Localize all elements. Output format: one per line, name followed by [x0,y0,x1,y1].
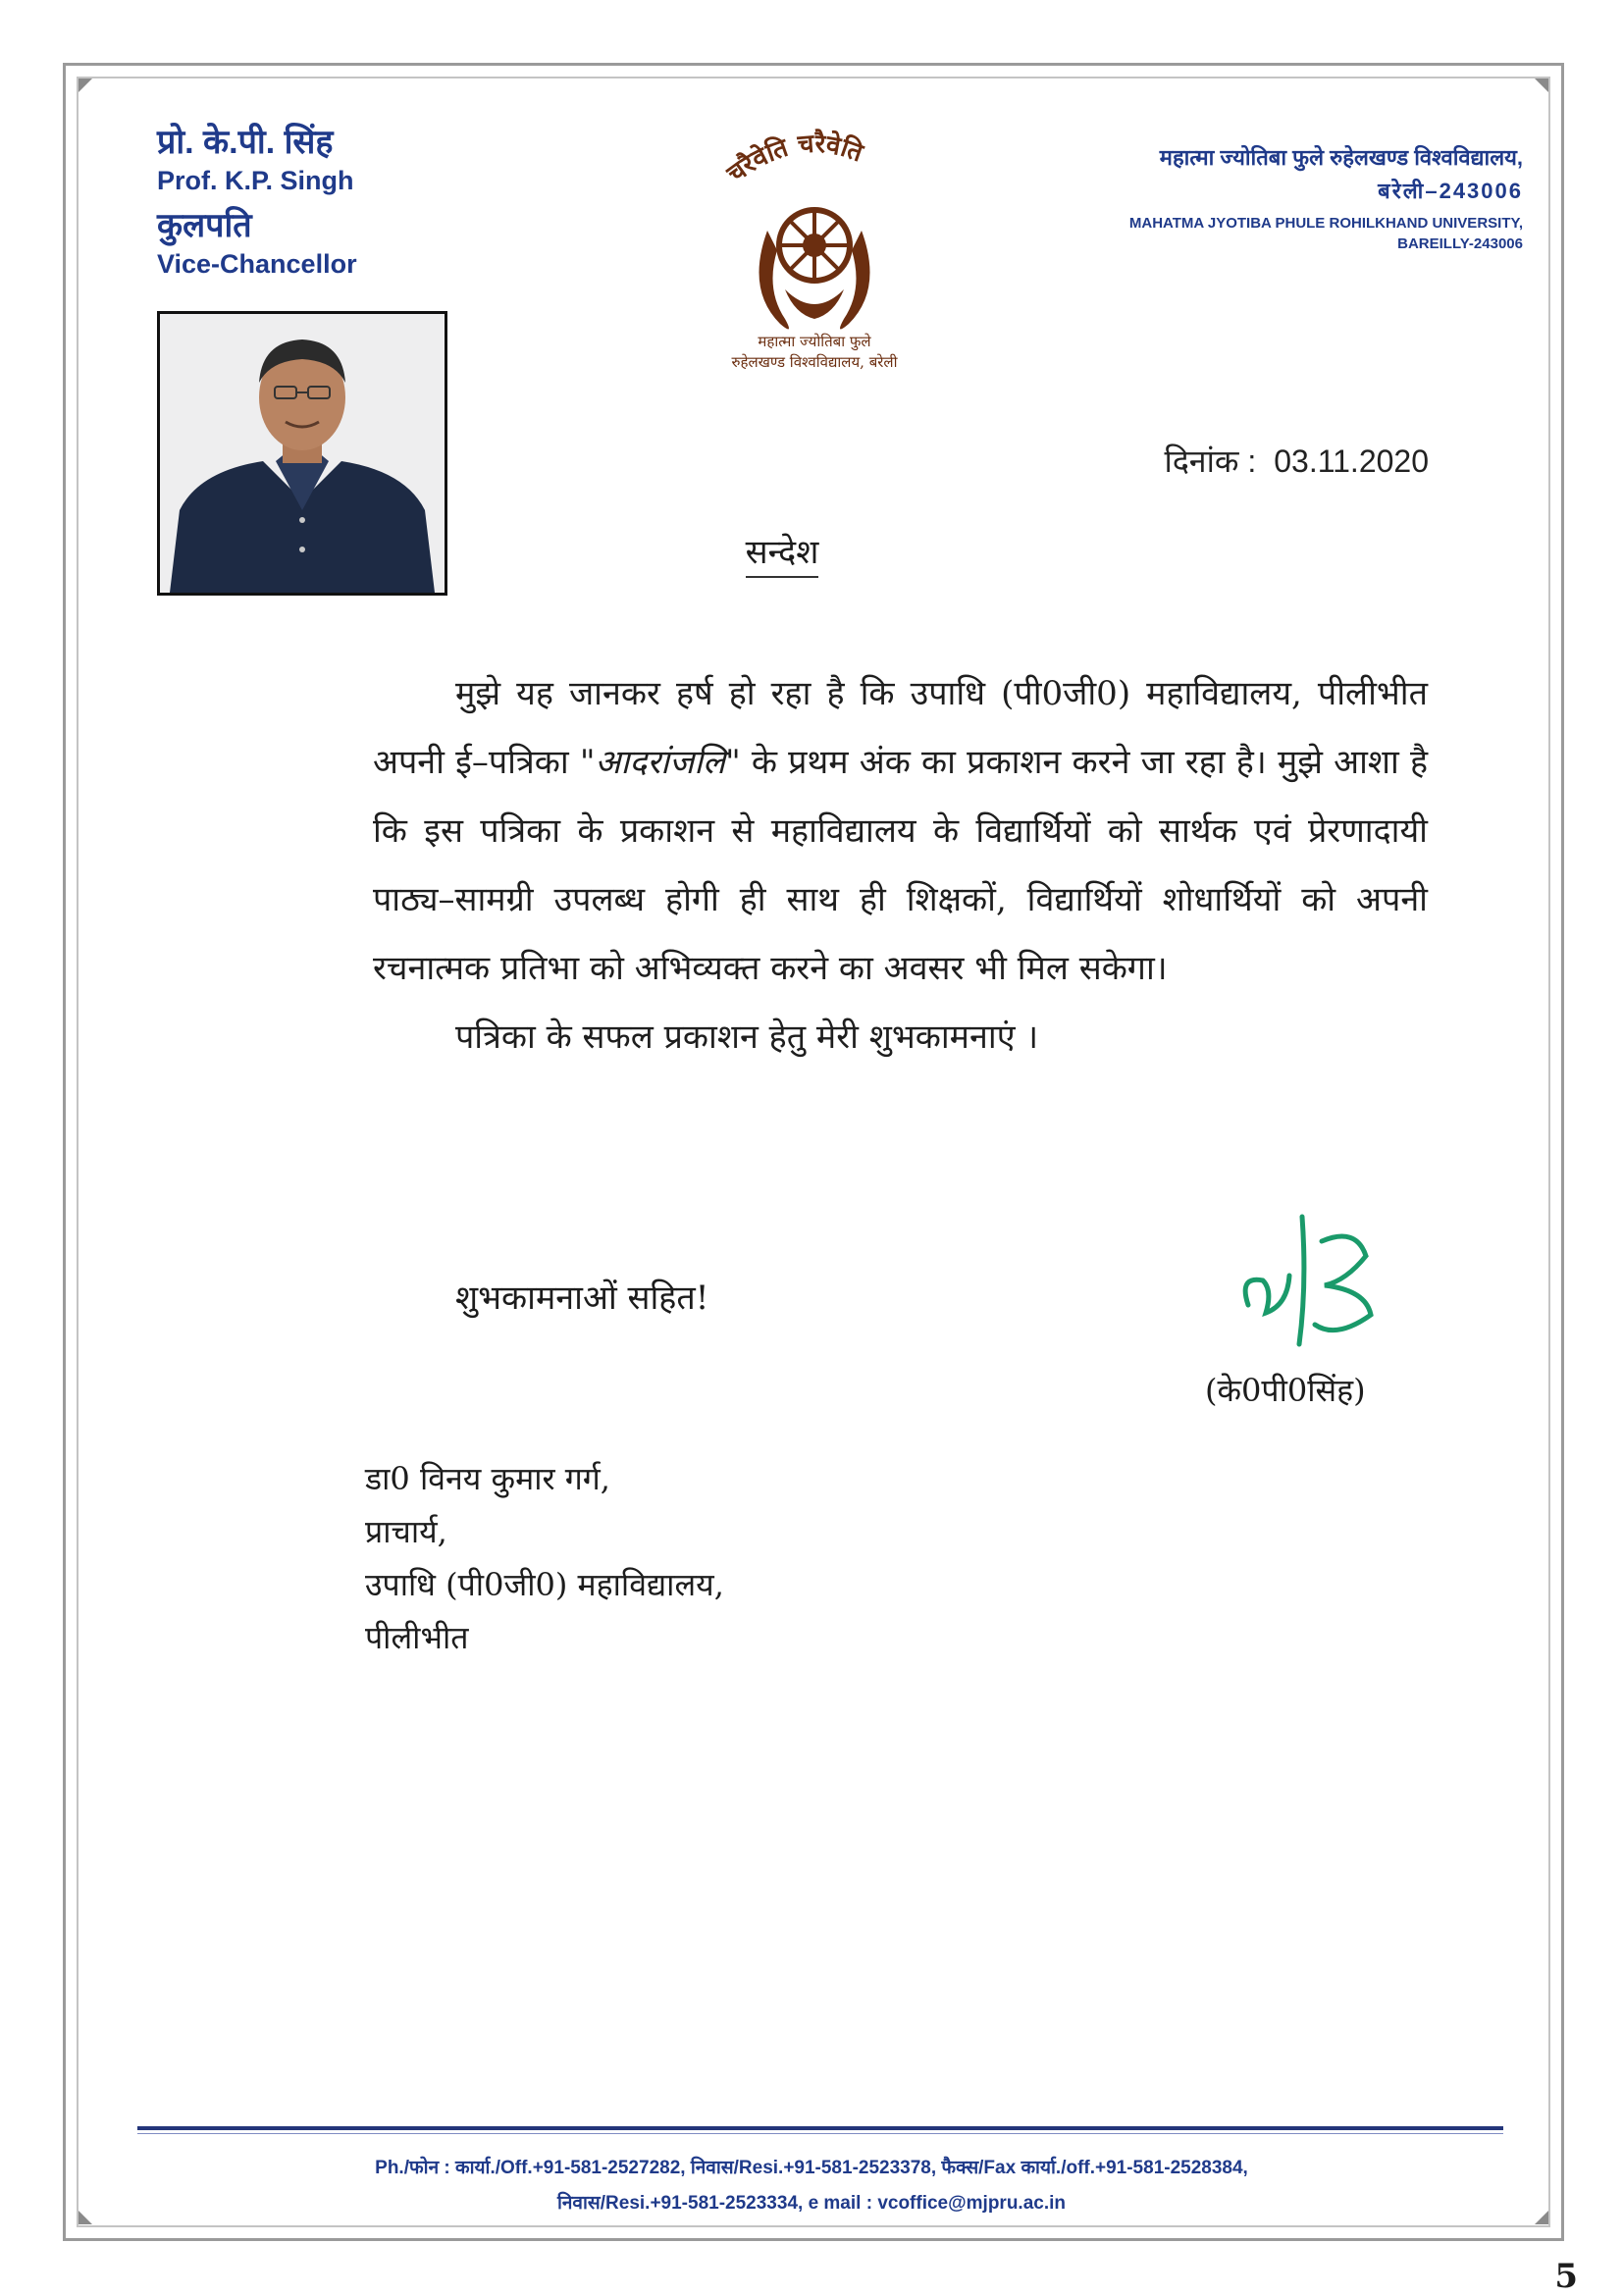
date-value: 03.11.2020 [1274,444,1429,479]
vc-title-english: Vice-Chancellor [157,248,357,279]
date-label: दिनांक : [1164,444,1257,479]
recipient-line1: डा0 विनय कुमार गर्ग, [365,1460,610,1497]
para1-end: के प्रथम अंक का प्रकाशन करने जा रहा है। मुझे आशा है कि इस पत्रिका के प्रकाशन से महाविद्यालय के विद्यार्थियों को सार्थक एवं प्रेरणादायी पाठ्य–सामग्री उपलब्ध होगी ही साथ ही शिक्षकों, विद्यार्थियों शोधार्थियों को अपनी रचनात्मक प्रतिभा को अभिव्यक्त करने का अवसर भी मिल सकेगा। [373,743,1429,988]
magazine-name: "आदरांजलि" [579,743,741,782]
university-city-english: BAREILLY-243006 [1397,235,1523,252]
border-corner-top-left [79,78,92,92]
university-city-hindi: बरेली–243006 [1378,179,1523,203]
letter-body [373,659,1428,1071]
recipient-line2: प्राचार्य, [365,1513,447,1550]
body-paragraph-1 [373,659,1428,1003]
body-paragraph-2: पत्रिका के सफल प्रकाशन हेतु मेरी शुभकामनाएं । [455,1018,1039,1057]
recipient-address [365,1452,724,1664]
vc-name-english: Prof. K.P. Singh [157,165,354,195]
letter-subject [0,528,1623,573]
signer-name: (के0पी0सिंह) [1205,1372,1366,1409]
border-corner-top-right [1535,78,1548,92]
subject-text: सन्देश [746,533,819,578]
footer-divider-thin [137,2133,1503,2134]
closing-greeting: शुभकामनाओं सहित! [455,1278,709,1318]
logo-motto-text: चरैवेति चरैवेति [721,129,867,189]
recipient-line3: उपाधि (पी0जी0) महाविद्यालय, [365,1566,724,1603]
logo-caption [697,332,932,373]
university-name-hindi: महात्मा ज्योतिबा फुले रुहेलखण्ड विश्वविद्यालय, [1159,145,1523,170]
footer-divider [137,2126,1503,2130]
university-name-english: MAHATMA JYOTIBA PHULE ROHILKHAND UNIVERSITY, [1128,215,1523,232]
logo-caption-line1: महात्मा ज्योतिबा फुले [758,333,871,350]
footer-contact-line2: निवास/Resi.+91-581-2523334, e mail : vcoffice@mjpru.ac.in [556,2193,1067,2214]
vc-title-hindi: कुलपति [157,207,252,245]
university-address [1129,142,1523,252]
para1-start: मुझे यह जानकर हर्ष हो रहा है कि उपाधि (पी0जी0) महाविद्यालय, पीलीभीत अपनी ई–पत्रिका [373,674,1428,782]
recipient-line4: पीलीभीत [365,1619,469,1656]
vice-chancellor-header [157,123,357,289]
letter-date [1165,440,1429,482]
footer-contact [0,2151,1623,2221]
page-number: 5 [1554,2257,1578,2296]
logo-caption-line2: रुहेलखण्ड विश्वविद्यालय, बरेली [731,353,898,371]
vc-name-hindi: प्रो. के.पी. सिंह [157,124,334,161]
signature-mark [1229,1197,1395,1364]
footer-contact-line1: Ph./फोन : कार्या./Off.+91-581-2527282, निवास/Resi.+91-581-2523378, फैक्स/Fax कार्या./off.+91-581-2528384, [375,2158,1248,2178]
